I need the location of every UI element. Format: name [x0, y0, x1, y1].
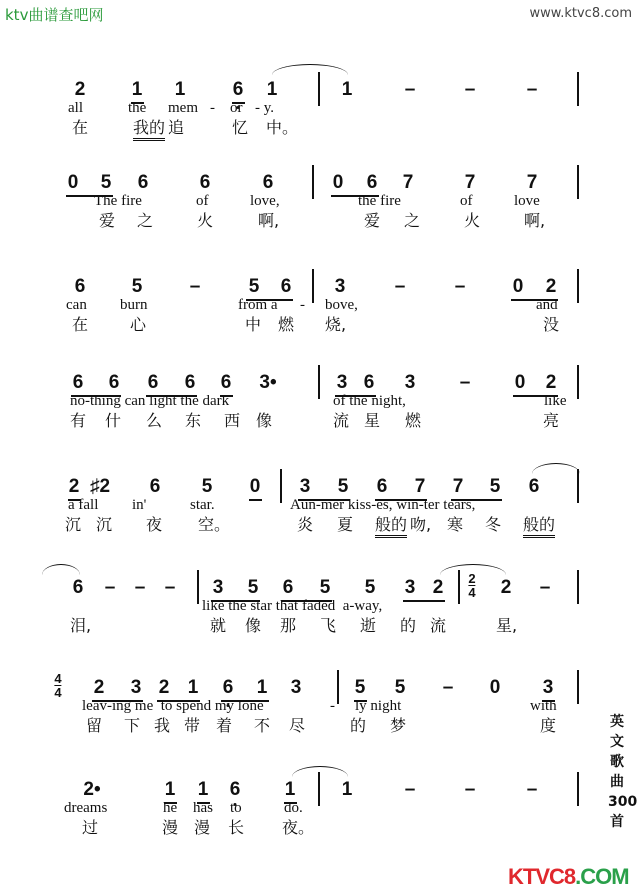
lyric-zh: 漫	[194, 818, 211, 837]
lyric-zh: 亮	[543, 411, 560, 430]
lyric-zh: 中。	[266, 118, 299, 137]
note: 7	[526, 172, 538, 193]
note: 5	[394, 677, 406, 698]
lyric-en: and	[536, 297, 558, 313]
note: 2	[545, 372, 557, 393]
lyric-en: love,	[250, 193, 280, 209]
dash: –	[464, 779, 476, 800]
note: 6	[222, 677, 234, 698]
note: 6	[232, 79, 244, 100]
tie	[532, 463, 580, 474]
lyric-zh: 那	[280, 616, 297, 635]
lyric-zh: 泪,	[70, 616, 92, 635]
lyric-zh: 么	[146, 411, 163, 430]
note: 3	[336, 372, 348, 393]
note: 2	[68, 476, 80, 497]
tie	[272, 64, 348, 75]
logo-part2: COM	[580, 864, 629, 889]
lyric-zh: 燃	[278, 315, 295, 334]
book-title-vertical: 英文歌曲300首	[608, 714, 638, 830]
note: 5	[247, 577, 259, 598]
note: 1	[341, 79, 353, 100]
note: 1	[131, 79, 143, 100]
lyric-en: of the night,	[333, 393, 406, 409]
time-signature-2-4	[468, 572, 475, 599]
lyric-zh: 之	[404, 211, 421, 230]
ts-top: 2	[468, 571, 476, 586]
beam	[403, 600, 445, 602]
lyric-en: star.	[190, 497, 215, 513]
note: 6	[72, 577, 84, 598]
lyric-zh: 炎	[297, 515, 314, 534]
dash: –	[526, 779, 538, 800]
note: 3	[290, 677, 302, 698]
lyric-en: -	[210, 100, 215, 116]
site-url: www.ktvc8.com	[529, 6, 632, 21]
site-name: ktv曲谱查吧网	[5, 6, 104, 24]
note: 6	[376, 476, 388, 497]
system-8	[0, 778, 640, 858]
dash: –	[442, 677, 454, 698]
lyric-zh: 我的	[133, 118, 165, 141]
dash: –	[134, 577, 146, 598]
barline	[577, 469, 579, 503]
lyric-zh: 夜。	[282, 818, 315, 837]
note: 6	[220, 372, 232, 393]
barline	[577, 165, 579, 199]
dash: –	[526, 79, 538, 100]
lyric-zh: 过	[82, 818, 99, 837]
note: 2	[500, 577, 512, 598]
note: 5	[364, 577, 376, 598]
note: 0	[249, 476, 261, 497]
note: 3	[130, 677, 142, 698]
lyric-en: dreams	[64, 800, 108, 816]
lyric-en: he	[163, 800, 178, 816]
lyric-zh: 般的	[523, 515, 555, 538]
system-6	[0, 571, 640, 656]
lyric-en: to	[230, 800, 242, 816]
dash: –	[404, 779, 416, 800]
note: 5	[248, 276, 260, 297]
lyric-zh: 着	[216, 716, 233, 735]
system-1	[0, 78, 640, 158]
note: 6	[366, 172, 378, 193]
lyric-zh: 有	[70, 411, 87, 430]
note: 6	[108, 372, 120, 393]
note: 7	[414, 476, 426, 497]
barline	[312, 269, 314, 303]
note: 7	[464, 172, 476, 193]
note: 3	[334, 276, 346, 297]
barline	[318, 772, 320, 806]
lyric-en: a fall	[68, 497, 99, 513]
lyric-zh: 啊,	[258, 211, 280, 230]
note: 5	[201, 476, 213, 497]
note: 1	[174, 79, 186, 100]
lyric-en: The fire	[94, 193, 142, 209]
dash: –	[189, 276, 201, 297]
lyric-en: the	[128, 100, 147, 116]
lyric-zh: 心	[130, 315, 147, 334]
note: 2	[545, 276, 557, 297]
lyric-en: can	[66, 297, 87, 313]
barline	[577, 365, 579, 399]
note: 2	[158, 677, 170, 698]
note: 3	[212, 577, 224, 598]
note: 1	[187, 677, 199, 698]
lyric-zh: 在	[72, 315, 89, 334]
lyric-zh: 尽	[289, 716, 306, 735]
lyric-zh: 空。	[198, 515, 231, 534]
note: 6	[184, 372, 196, 393]
lyric-zh: 像	[256, 411, 273, 430]
lyric-zh: 留	[86, 716, 103, 735]
note: 5	[354, 677, 366, 698]
note: 6	[137, 172, 149, 193]
note: 2	[74, 79, 86, 100]
note: 5	[337, 476, 349, 497]
lyric-en: has	[193, 800, 213, 816]
note: 0	[67, 172, 79, 193]
note: 2	[93, 677, 105, 698]
lyric-zh: 夜	[146, 515, 163, 534]
lyric-en: like the star that faded a-way,	[202, 598, 383, 614]
lyric-zh: 爱	[364, 211, 381, 230]
lyric-zh: 漫	[162, 818, 179, 837]
lyric-en: love	[514, 193, 540, 209]
lyric-zh: 梦	[390, 716, 407, 735]
note: 6	[363, 372, 375, 393]
lyric-zh: 冬	[485, 515, 502, 534]
dash: –	[454, 276, 466, 297]
lyric-zh: 沉	[96, 515, 113, 534]
lyric-zh: 就	[210, 616, 227, 635]
lyric-zh: 吻,	[410, 515, 432, 534]
lyric-zh: 不	[254, 716, 271, 735]
lyric-zh: 啊,	[524, 211, 546, 230]
time-signature-4-4	[54, 672, 61, 699]
note: 6	[72, 372, 84, 393]
logo-dot: .	[575, 864, 581, 889]
lyric-zh: 的	[400, 616, 417, 635]
lyric-zh: 流	[430, 616, 447, 635]
lyric-zh: 火	[197, 211, 214, 230]
dash: –	[104, 577, 116, 598]
barline	[312, 165, 314, 199]
lyric-zh: 什	[105, 411, 122, 430]
lyric-zh: 下	[124, 716, 141, 735]
lyric-en: -	[330, 698, 335, 714]
lyric-zh: 飞	[320, 616, 337, 635]
note: 1	[266, 79, 278, 100]
lyric-zh: 沉	[65, 515, 82, 534]
lyric-zh: 火	[464, 211, 481, 230]
note: 1	[164, 779, 176, 800]
lyric-zh: 星,	[496, 616, 518, 635]
lyric-zh: 度	[540, 716, 557, 735]
lyric-zh: 东	[185, 411, 202, 430]
note: 6	[262, 172, 274, 193]
lyric-zh: 星	[364, 411, 381, 430]
note: 3	[404, 577, 416, 598]
note: 6	[280, 276, 292, 297]
note: 6	[199, 172, 211, 193]
note: 5	[131, 276, 143, 297]
barline	[577, 72, 579, 106]
lyric-zh: 烧,	[325, 315, 347, 334]
note: 1	[197, 779, 209, 800]
logo-part1: KTVC8	[508, 864, 576, 889]
barline	[577, 570, 579, 604]
note: 3	[299, 476, 311, 497]
system-3	[0, 275, 640, 355]
barline	[577, 772, 579, 806]
lyric-zh: 寒	[447, 515, 464, 534]
lyric-en: Aun-mer kiss-es, win-ter tears,	[290, 497, 476, 513]
barline	[577, 670, 579, 704]
lyric-en: in'	[132, 497, 147, 513]
note: 0	[332, 172, 344, 193]
lyric-zh: 我	[154, 716, 171, 735]
lyric-en: all	[68, 100, 83, 116]
lyric-en: leav-ing me to spend my lone	[82, 698, 264, 714]
lyric-zh: 长	[228, 818, 245, 837]
lyric-en: or	[230, 100, 243, 116]
dash: –	[459, 372, 471, 393]
note: 0	[514, 372, 526, 393]
lyric-zh: 追	[168, 118, 185, 137]
note: 3	[542, 677, 554, 698]
dash: –	[394, 276, 406, 297]
system-2	[0, 171, 640, 251]
note: 0	[489, 677, 501, 698]
dash: –	[539, 577, 551, 598]
dash: –	[164, 577, 176, 598]
note: 6	[282, 577, 294, 598]
note: 7	[402, 172, 414, 193]
lyric-en: do.	[284, 800, 303, 816]
beam	[249, 499, 262, 501]
lyric-zh: 忆	[232, 118, 249, 137]
system-5	[0, 475, 640, 555]
note: 2•	[83, 779, 101, 800]
lyric-en: with	[530, 698, 557, 714]
note: 1	[284, 779, 296, 800]
lyric-en: bove,	[325, 297, 358, 313]
lyric-en: the fire	[358, 193, 401, 209]
lyric-zh: 没	[543, 315, 560, 334]
note: 7	[452, 476, 464, 497]
tie	[42, 564, 80, 575]
note: 6	[147, 372, 159, 393]
ktvc8-logo	[508, 864, 629, 890]
lyric-en: -	[300, 297, 305, 313]
lyric-zh: 带	[184, 716, 201, 735]
lyric-zh: 西	[224, 411, 241, 430]
lyric-zh: 燃	[405, 411, 422, 430]
system-4	[0, 371, 640, 451]
barline	[577, 269, 579, 303]
note: 6	[74, 276, 86, 297]
ts-bottom: 4	[54, 685, 62, 700]
lyric-en: like	[544, 393, 567, 409]
note: 1	[256, 677, 268, 698]
lyric-zh: 中	[245, 315, 262, 334]
lyric-zh: 像	[245, 616, 262, 635]
barline	[197, 570, 199, 604]
lyric-zh: 逝	[360, 616, 377, 635]
note: 6	[229, 779, 241, 800]
lyric-zh: 流	[333, 411, 350, 430]
note: 5	[319, 577, 331, 598]
system-7	[0, 671, 640, 756]
ts-bottom: 4	[468, 585, 476, 600]
note: 5	[489, 476, 501, 497]
barline	[337, 670, 339, 704]
note: 3•	[259, 372, 277, 393]
note: 6	[528, 476, 540, 497]
barline	[318, 365, 320, 399]
lyric-en: ly night	[355, 698, 402, 714]
lyric-en: no-thing can light the dark	[70, 393, 230, 409]
lyric-en: burn	[120, 297, 148, 313]
dash: –	[404, 79, 416, 100]
note: 0	[512, 276, 524, 297]
barline	[280, 469, 282, 503]
note: 6	[149, 476, 161, 497]
note: 2	[432, 577, 444, 598]
lyric-en: - y.	[255, 100, 275, 116]
dash: –	[464, 79, 476, 100]
lyric-en: of	[460, 193, 473, 209]
note: 3	[404, 372, 416, 393]
tie	[292, 766, 348, 777]
ts-top: 4	[54, 671, 62, 686]
lyric-zh: 爱	[99, 211, 116, 230]
note: ♯2	[89, 476, 111, 497]
note: 1	[341, 779, 353, 800]
barline	[458, 570, 460, 604]
lyric-en: of	[196, 193, 209, 209]
barline	[318, 72, 320, 106]
lyric-zh: 般的	[375, 515, 407, 538]
lyric-zh: 的	[350, 716, 367, 735]
lyric-zh: 夏	[337, 515, 354, 534]
lyric-en: mem	[168, 100, 198, 116]
lyric-zh: 在	[72, 118, 89, 137]
lyric-en: from a	[238, 297, 278, 313]
lyric-zh: 之	[137, 211, 154, 230]
note: 5	[100, 172, 112, 193]
